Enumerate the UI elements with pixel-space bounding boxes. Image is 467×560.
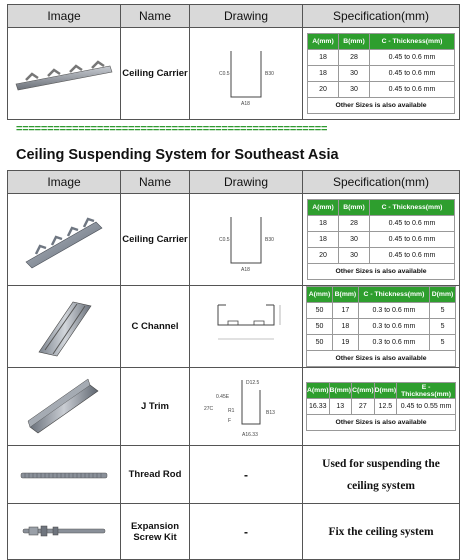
expansion-row <box>8 504 460 560</box>
c-channel-row <box>8 286 460 368</box>
col-b: B(mm) <box>329 383 352 399</box>
col-b: B(mm) <box>338 200 369 216</box>
green-separator: ================================================== <box>16 125 328 134</box>
header-drawing: Drawing <box>190 5 303 28</box>
j-trim-drawing <box>190 368 303 446</box>
jtrim-label-f: F <box>228 417 232 424</box>
carrier-label-b: B30 <box>265 236 274 243</box>
top-header-row <box>8 5 460 28</box>
col-b: B(mm) <box>332 287 358 303</box>
jtrim-label-d: D12.5 <box>246 379 260 386</box>
jtrim-label-r: R1 <box>228 407 235 414</box>
jtrim-label-c: 27C <box>204 405 214 412</box>
c-channel-inner-table <box>306 286 456 367</box>
table-row: 50 17 0.3 to 0.6 mm 5 <box>307 303 456 319</box>
expansion-drawing: - <box>190 504 303 560</box>
carrier-row <box>8 194 460 286</box>
top-carrier-spec <box>303 28 460 120</box>
table-row: 50 19 0.3 to 0.6 mm 5 <box>307 335 456 351</box>
top-carrier-name: Ceiling Carrier <box>121 28 190 120</box>
header-name: Name <box>121 5 190 28</box>
col-c: C - Thickness(mm) <box>358 287 429 303</box>
thread-rod-spec: Used for suspending the ceiling system <box>303 446 460 504</box>
expansion-name <box>121 504 190 560</box>
c-channel-drawing <box>190 286 303 368</box>
j-trim-row <box>8 368 460 446</box>
j-trim-inner-table <box>306 382 456 431</box>
carrier-label-a: A18 <box>241 100 250 107</box>
col-c: C - Thickness(mm) <box>369 34 454 50</box>
header-image: Image <box>8 5 121 28</box>
col-a: A(mm) <box>307 287 333 303</box>
top-carrier-drawing <box>190 28 303 120</box>
thread-rod-name: Thread Rod <box>121 446 190 504</box>
header-image: Image <box>8 171 121 194</box>
main-spec-table <box>7 170 460 560</box>
top-carrier-image <box>8 28 121 120</box>
carrier-note: Other Sizes is also available <box>308 264 455 280</box>
table-row: 20 30 0.45 to 0.6 mm <box>308 248 455 264</box>
thread-rod-row <box>8 446 460 504</box>
top-spec-table <box>7 4 460 120</box>
header-spec: Specification(mm) <box>303 171 460 194</box>
j-trim-spec <box>303 368 460 446</box>
col-b: B(mm) <box>338 34 369 50</box>
carrier-name: Ceiling Carrier <box>121 194 190 286</box>
carrier-inner-table <box>307 199 455 280</box>
c-channel-name: C Channel <box>121 286 190 368</box>
header-drawing: Drawing <box>190 171 303 194</box>
thread-rod-drawing: - <box>190 446 303 504</box>
col-d: D(mm) <box>374 383 397 399</box>
table-row: 20 30 0.45 to 0.6 mm <box>308 82 455 98</box>
top-note: Other Sizes is also available <box>308 98 455 114</box>
expansion-name-line1: Expansion <box>130 520 180 532</box>
col-a: A(mm) <box>308 200 339 216</box>
expansion-image <box>8 504 121 560</box>
table-row: 50 18 0.3 to 0.6 mm 5 <box>307 319 456 335</box>
expansion-spec: Fix the ceiling system <box>303 504 460 560</box>
expansion-name-line2: Screw Kit <box>133 531 177 543</box>
col-a: A(mm) <box>308 34 339 50</box>
table-row: 18 30 0.45 to 0.6 mm <box>308 232 455 248</box>
col-c: C(mm) <box>352 383 375 399</box>
carrier-image <box>8 194 121 286</box>
header-spec: Specification(mm) <box>303 5 460 28</box>
top-carrier-inner-table <box>307 33 455 114</box>
jtrim-label-angle: 0.45E <box>216 393 230 400</box>
c-channel-image <box>8 286 121 368</box>
j-trim-name: J Trim <box>121 368 190 446</box>
j-trim-note: Other Sizes is also available <box>307 415 456 431</box>
top-carrier-row <box>8 28 460 120</box>
carrier-label-c: C0.5 <box>219 70 230 77</box>
carrier-label-c: C0.5 <box>219 236 230 243</box>
table-row: 18 28 0.45 to 0.6 mm <box>308 216 455 232</box>
table-row: 16.33 13 27 12.5 0.45 to 0.55 mm <box>307 399 456 415</box>
header-name: Name <box>121 171 190 194</box>
c-channel-note: Other Sizes is also available <box>307 351 456 367</box>
table-row: 18 30 0.45 to 0.6 mm <box>308 66 455 82</box>
table-row: 18 28 0.45 to 0.6 mm <box>308 50 455 66</box>
col-a: A(mm) <box>307 383 330 399</box>
thread-rod-image <box>8 446 121 504</box>
main-header-row <box>8 171 460 194</box>
carrier-drawing <box>190 194 303 286</box>
carrier-label-b: B30 <box>265 70 274 77</box>
c-channel-spec <box>303 286 460 368</box>
col-d: D(mm) <box>430 287 456 303</box>
jtrim-label-a: A16.33 <box>242 431 258 438</box>
col-c: C - Thickness(mm) <box>369 200 454 216</box>
carrier-spec <box>303 194 460 286</box>
jtrim-label-b: B13 <box>266 409 275 416</box>
j-trim-image <box>8 368 121 446</box>
col-e: E - Thickness(mm) <box>397 383 456 399</box>
carrier-label-a: A18 <box>241 266 250 273</box>
section-title: Ceiling Suspending System for Southeast Asia <box>16 147 339 163</box>
